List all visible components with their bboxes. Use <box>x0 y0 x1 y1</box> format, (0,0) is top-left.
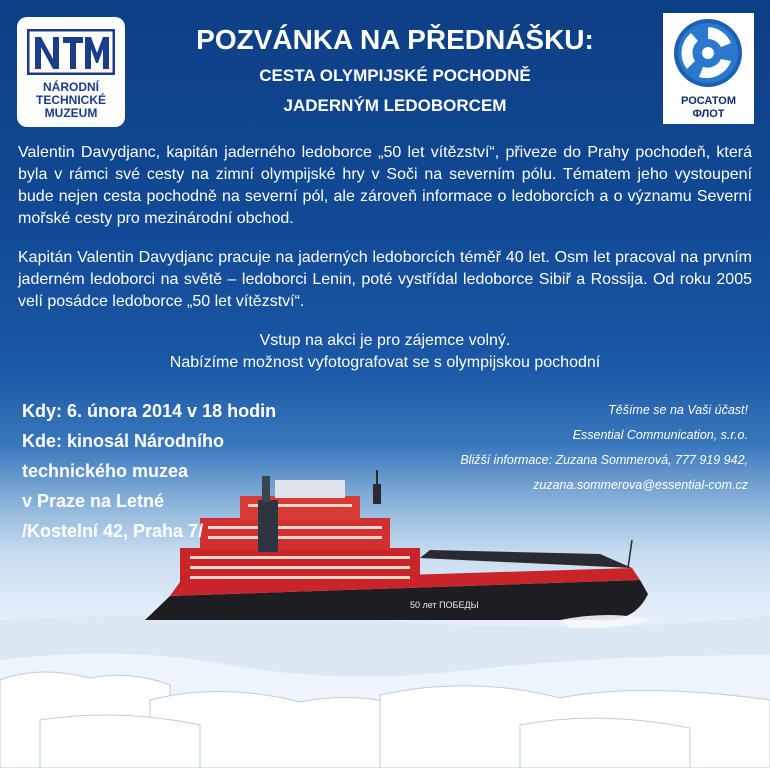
rosatom-logo <box>663 13 754 124</box>
event-venue-line3: v Praze na Letné <box>22 491 165 511</box>
ntm-logo-icon <box>27 29 115 75</box>
intro-paragraph: Valentin Davydjanc, kapitán jaderného ledoborce „50 let vítězství“, přiveze do Prahy pochodeň, která byla v rámci své cesty na zimní olympijské hry v Soči na severním pólu. Tématem jeho vystoupení bude nejen cesta pochodně na severní pól, ale zároveň informace o ledoborcích a o významu Severní mořské cesty pro mezinárodní obchod. <box>18 144 752 227</box>
ship-name: 50 лет ПОБЕДЫ <box>410 600 479 610</box>
event-venue-line1: Kde: kinosál Národního <box>22 431 225 451</box>
ntm-logo-line3: MUZEUM <box>44 106 98 120</box>
event-date: Kdy: 6. února 2014 v 18 hodin <box>22 401 277 421</box>
company-name: Essential Communication, s.r.o. <box>572 428 748 442</box>
captain-paragraph: Kapitán Valentin Davydjanc pracuje na jaderných ledoborcích téměř 40 let. Osm let pracoval na prvním jaderném ledoborci na světě – ledoborci Lenin, poté vystřídal ledoborce Sibiř a Rossija. Od roku 2005 velí posádce ledoborce „50 let vítězství“. <box>18 249 752 310</box>
ntm-logo-line2: TECHNICKÉ <box>35 93 106 107</box>
event-address: /Kostelní 42, Praha 7/ <box>22 521 204 541</box>
ntm-logo-line1: NÁRODNÍ <box>43 80 99 94</box>
greeting-text: Těšíme se na Vaši účast! <box>608 403 748 417</box>
subtitle-line2: JADERNÝM LEDOBORCEM <box>283 96 507 115</box>
admission-line1: Vstup na akci je pro zájemce volný. <box>259 332 511 349</box>
rosatom-atom-icon <box>663 13 754 93</box>
rosatom-logo-line2: ФЛОТ <box>692 108 725 120</box>
event-venue-line2: technického muzea <box>22 461 189 481</box>
rosatom-logo-line1: РОСАТОМ <box>681 95 736 107</box>
contact-info: Bližší informace: Zuzana Sommerová, 777 919 942, <box>460 453 748 467</box>
contact-email[interactable]: zuzana.sommerova@essential-com.cz <box>533 478 748 492</box>
ntm-logo <box>17 17 125 127</box>
admission-line2: Nabízíme možnost vyfotografovat se s olympijskou pochodní <box>169 354 601 371</box>
page-title: POZVÁNKA NA PŘEDNÁŠKU: <box>196 24 594 55</box>
subtitle-line1: CESTA OLYMPIJSKÉ POCHODNĚ <box>259 66 531 85</box>
